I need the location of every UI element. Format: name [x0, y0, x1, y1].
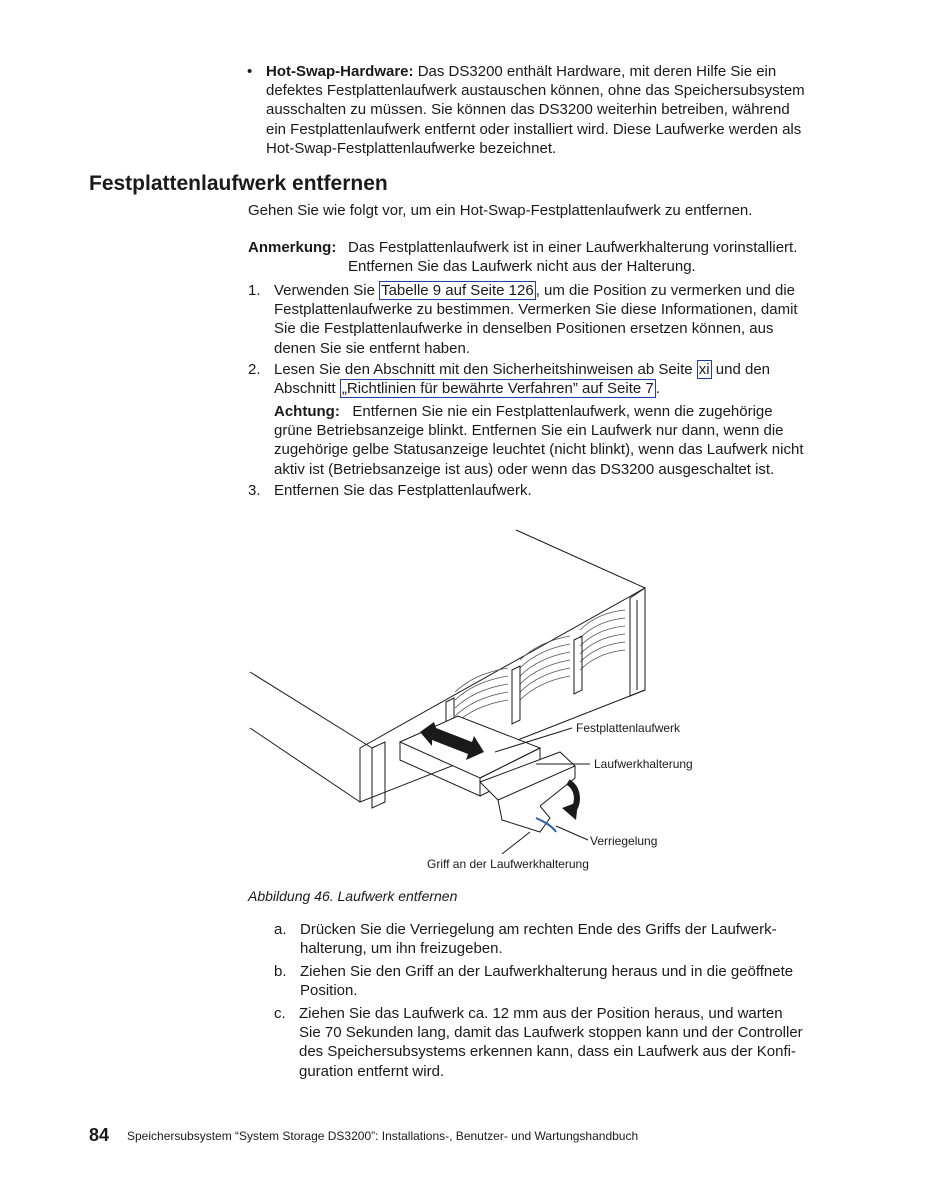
- table-9-link[interactable]: Tabelle 9 auf Seite 126: [381, 282, 534, 299]
- callout-tray: Laufwerkhalterung: [594, 757, 693, 771]
- step-2-pre2: Abschnitt: [274, 380, 336, 398]
- step-1-pre: Verwenden Sie: [274, 282, 375, 299]
- drive-removal-illustration: [240, 520, 710, 882]
- bullet-term: Hot-Swap-Hardware:: [266, 63, 414, 80]
- step-3-text: Entfernen Sie das Festplattenlaufwerk.: [274, 482, 532, 499]
- step-1-line: Sie die Festplattenlaufwerke in denselben Positionen ersetzen können, aus: [274, 320, 774, 338]
- caution-line: Entfernen Sie nie ein Festplattenlaufwerk, wenn die zugehörige: [352, 403, 773, 420]
- note-line: Entfernen Sie das Laufwerk nicht aus der Halterung.: [348, 258, 696, 276]
- section-heading: Festplattenlaufwerk entfernen: [89, 172, 388, 195]
- substep-line: Position.: [300, 982, 358, 1000]
- note-line: Das Festplattenlaufwerk ist in einer Laufwerkhalterung vorinstalliert.: [348, 239, 798, 256]
- step-2-text: [274, 360, 874, 398]
- callout-latch: Verriegelung: [590, 834, 658, 848]
- bullet-line: defektes Festplattenlaufwerk austauschen können, ohne das Speichersubsystem: [266, 82, 805, 100]
- substep-line: des Speichersubsystems erkennen kann, dass ein Laufwerk aus der Konfi-: [299, 1043, 796, 1061]
- substep-mark: c.: [274, 1005, 286, 1022]
- bullet-line: ein Festplattenlaufwerk entfernt oder installiert wird. Diese Laufwerke werden als: [266, 120, 802, 138]
- step-1-line: Festplattenlaufwerke zu bestimmen. Vermerken Sie diese Informationen, damit: [274, 301, 798, 319]
- step-number: 2.: [248, 361, 261, 378]
- bullet-line: ausschalten zu müssen. Sie können das DS3200 weiterhin betreiben, während: [266, 101, 790, 119]
- substep-line: Ziehen Sie den Griff an der Laufwerkhalterung heraus und in die geöffnete: [300, 963, 794, 980]
- callout-handle: Griff an der Laufwerkhalterung: [427, 857, 589, 871]
- caution-label: Achtung:: [274, 403, 340, 420]
- step-1-post: , um die Position zu vermerken und die: [535, 282, 796, 299]
- bullet-line: Das DS3200 enthält Hardware, mit deren Hilfe Sie ein: [417, 63, 777, 80]
- note-label: Anmerkung:: [248, 239, 337, 256]
- substep-a: [300, 920, 860, 958]
- substep-line: Sie 70 Sekunden lang, damit das Laufwerk stoppen kann und der Controller: [299, 1024, 803, 1042]
- caution-block: [274, 402, 874, 479]
- step-number: 1.: [248, 282, 261, 299]
- substep-b: [300, 962, 860, 1000]
- caution-line: grüne Betriebsanzeige blinkt. Entfernen Sie ein Laufwerk nur dann, wenn die: [274, 422, 784, 440]
- caution-line: aktiv ist (Betriebsanzeige ist aus) oder wenn das DS3200 ausgeschaltet ist.: [274, 460, 775, 478]
- guidelines-link[interactable]: „Richtlinien für bewährte Verfahren” auf Seite 7: [341, 380, 654, 398]
- caution-line: zugehörige gelbe Statusanzeige leuchtet (nicht blinkt), wenn das Laufwerk nicht: [274, 441, 804, 459]
- figure-caption: Abbildung 46. Laufwerk entfernen: [248, 888, 458, 904]
- step-1-text: [274, 281, 874, 358]
- page-xi-link[interactable]: xi: [698, 361, 710, 378]
- step-number: 3.: [248, 482, 261, 499]
- page-number: 84: [89, 1125, 110, 1145]
- callout-drive: Festplattenlaufwerk: [576, 721, 681, 735]
- step-2-pre: Lesen Sie den Abschnitt mit den Sicherheitshinweisen ab Seite: [274, 361, 693, 378]
- bullet-line: Hot-Swap-Festplattenlaufwerke bezeichnet.: [266, 139, 557, 157]
- substep-line: Drücken Sie die Verriegelung am rechten Ende des Griffs der Laufwerk-: [300, 921, 777, 938]
- bullet-marker: •: [247, 63, 253, 80]
- footer-title: Speichersubsystem “System Storage DS3200”: Installations-, Benutzer- und Wartungshandbuch: [127, 1129, 639, 1143]
- section-intro: Gehen Sie wie folgt vor, um ein Hot-Swap-Festplattenlaufwerk zu entfernen.: [248, 202, 753, 219]
- substep-line: guration entfernt wird.: [299, 1062, 445, 1080]
- substep-line: Ziehen Sie das Laufwerk ca. 12 mm aus der Position heraus, und warten: [299, 1005, 783, 1022]
- step-2-mid: und den: [715, 361, 771, 378]
- substep-mark: b.: [274, 963, 287, 980]
- substep-c: [299, 1004, 859, 1081]
- substep-mark: a.: [274, 921, 287, 938]
- step-1-line: denen Sie sie entfernt haben.: [274, 339, 470, 357]
- bullet-paragraph: [266, 62, 866, 158]
- step-2-post: .: [655, 380, 660, 398]
- note-text: [348, 238, 868, 276]
- substep-line: halterung, um ihn freizugeben.: [300, 940, 503, 958]
